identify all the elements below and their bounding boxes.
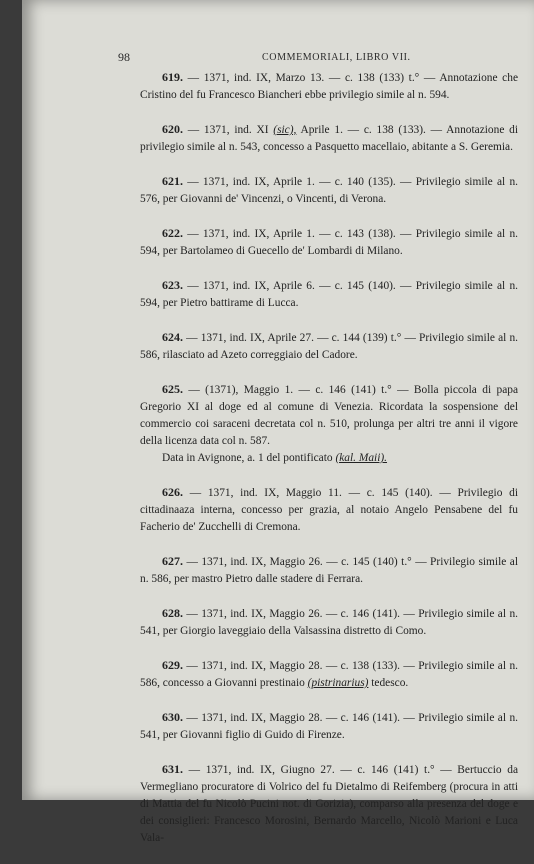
entry — [140, 605, 518, 640]
page-number: 98 — [118, 50, 130, 64]
book-page — [22, 0, 534, 844]
entry-number: 626. — [162, 485, 183, 499]
entry-number: 621. — [162, 174, 183, 188]
entry-text: — 1371, ind. XI — [183, 124, 274, 136]
entry — [140, 709, 518, 744]
entry-text-cont: tedesco. — [368, 677, 409, 689]
entry — [140, 121, 518, 156]
entry-text: — 1371, ind. IX, Marzo 13. — c. 138 (133) t.° — Annotazione che Cristino del fu Francesco Biancheri ebbe privilegio simile al n. 594. — [140, 72, 518, 101]
entry-text: — 1371, ind. IX, Aprile 6. — c. 145 (140). — Privilegio simile al n. 594, per Pietro battirame di Lucca. — [140, 280, 518, 309]
entry — [140, 761, 518, 847]
entry-text: — 1371, ind. IX, Maggio 26. — c. 146 (141). — Privilegio simile al n. 541, per Giorgio laveggiaio della Valsassina distretto di Como. — [140, 608, 518, 637]
entry-text: — 1371, ind. IX, Giugno 27. — c. 146 (141) t.° — Bertuccio da Vermegliano procuratore di Volrico del fu Dietalmo di Reifemberg (procura in atti di Mattia del fu Nicolò Pucini not. di Gorizia), comparso alla presenza del doge e dei consiglieri: Francesco Morosini, Bernardo Marcello, Nicolò Marioni e Luca Vala- — [140, 764, 518, 844]
entry-text: — (1371), Maggio 1. — c. 146 (141) t.° — Bolla piccola di papa Gregorio XI al doge ed al comune di Venezia. Ricordata la sospensione del commercio coi saraceni decretata col n. 510, prolunga per altri tre anni il vigore della licenza data col n. 587. — [140, 384, 518, 447]
entry — [140, 329, 518, 364]
entry-number: 630. — [162, 710, 183, 724]
entry-number: 627. — [162, 554, 183, 568]
entry-number: 625. — [162, 382, 183, 396]
entry-number: 619. — [162, 70, 183, 84]
entry — [140, 484, 518, 536]
entry-text-cont: Aprile 1. — c. 138 (133). — Annotazione di privilegio simile al n. 543, concesso a Pasquetto macellaio, abitante a S. Geremia. — [140, 124, 518, 153]
entry-number: 631. — [162, 762, 183, 776]
entry-text: — 1371, ind. IX, Maggio 28. — c. 138 (133). — Privilegio simile al n. 586, concesso a Giovanni prestinaio — [140, 660, 518, 689]
entry-text: — 1371, ind. IX, Aprile 1. — c. 143 (138). — Privilegio simile al n. 594, per Bartolameo di Guecello de' Lombardi di Milano. — [140, 228, 518, 257]
entry — [140, 553, 518, 588]
entry-number: 620. — [162, 122, 183, 136]
entry-number: 629. — [162, 658, 183, 672]
note-text: Data in Avignone, a. 1 del pontificato — [162, 452, 336, 464]
entry-date-note — [140, 450, 518, 467]
entry — [140, 225, 518, 260]
entry — [140, 277, 518, 312]
entry-italic: (pistrinarius) — [307, 677, 369, 689]
entry — [140, 69, 518, 104]
entry — [140, 173, 518, 208]
entry-italic: (sic), — [273, 124, 297, 136]
entry-number: 623. — [162, 278, 183, 292]
entries-list — [140, 69, 518, 864]
running-head: COMMEMORIALI, LIBRO VII. — [262, 52, 411, 63]
entry-text: — 1371, ind. IX, Maggio 11. — c. 145 (140). — Privilegio di cittadinaaza interna, concesso per grazia, al notaio Angelo Pensabene del fu Facherio de' Zucchelli di Cremona. — [140, 487, 518, 533]
entry-text: — 1371, ind. IX, Maggio 26. — c. 145 (140) t.° — Privilegio simile al n. 586, per mastro Pietro dalle stadere di Ferrara. — [140, 556, 518, 585]
entry-number: 622. — [162, 226, 183, 240]
entry — [140, 381, 518, 467]
entry — [140, 657, 518, 692]
entry-text: — 1371, ind. IX, Aprile 1. — c. 140 (135). — Privilegio simile al n. 576, per Giovanni de' Vincenzi, o Vincenti, di Verona. — [140, 176, 518, 205]
note-italic: (kal. Maii). — [335, 452, 388, 464]
entry-number: 624. — [162, 330, 183, 344]
entry-number: 628. — [162, 606, 183, 620]
entry-text: — 1371, ind. IX, Maggio 28. — c. 146 (141). — Privilegio simile al n. 541, per Giovanni figlio di Guido di Firenze. — [140, 712, 518, 741]
entry-text: — 1371, ind. IX, Aprile 27. — c. 144 (139) t.° — Privilegio simile al n. 586, rilasciato ad Azeto correggiaio del Cadore. — [140, 332, 518, 361]
